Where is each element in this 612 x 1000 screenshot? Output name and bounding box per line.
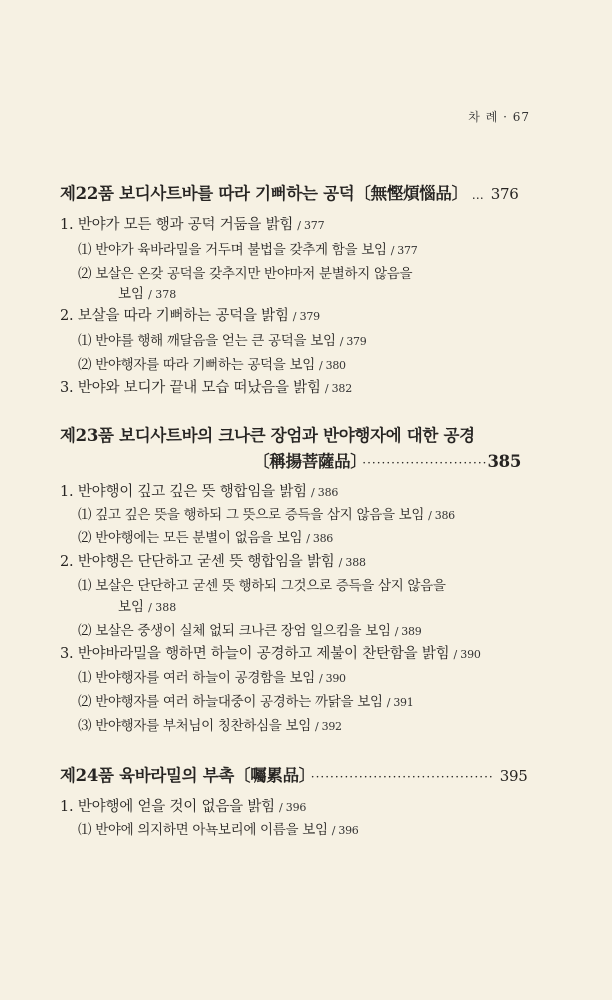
chapter-24-heading <box>60 762 527 786</box>
toc-entry: ⑴ 반야가 육바라밀을 거두며 불법을 갖추게 함을 보임 / 377 <box>78 242 418 258</box>
chapter-23-title-line2: 〔稱揚菩薩品〕 <box>253 452 359 471</box>
toc-entry: ⑵ 보살은 온갖 공덕을 갖추지만 반야마저 분별하지 않음을 <box>78 266 413 282</box>
toc-entry: 3. 반야와 보디가 끝내 모습 떠났음을 밝힘 / 382 <box>60 380 353 396</box>
toc-entry-continuation: 보임 / 378 <box>118 286 177 302</box>
toc-entry: ⑵ 반야행자를 여러 하늘대중이 공경하는 까닭을 보임 / 391 <box>78 694 414 710</box>
toc-entry: 2. 보살을 따라 기뻐하는 공덕을 밝힘 / 379 <box>60 308 320 324</box>
toc-entry: ⑵ 보살은 중생이 실체 없되 크나큰 장엄 일으킴을 보임 / 389 <box>78 623 422 639</box>
toc-entry: 1. 반야행이 깊고 깊은 뜻 행합임을 밝힘 / 386 <box>60 484 339 500</box>
chapter-24-page: 395 <box>499 767 528 785</box>
chapter-23-page: 385 <box>487 452 521 471</box>
toc-entry: ⑶ 반야행자를 부처님이 칭찬하심을 보임 / 392 <box>78 718 342 734</box>
toc-entry: 1. 반야행에 얻을 것이 없음을 밝힘 / 396 <box>60 799 307 815</box>
chapter-22-title: 제22품 보디사트바를 따라 기뻐하는 공덕〔無慳煩惱品〕 <box>60 184 468 203</box>
chapter-24-title: 제24품 육바라밀의 부촉〔囑累品〕 <box>60 766 307 785</box>
toc-entry: 3. 반야바라밀을 행하면 하늘이 공경하고 제불이 찬탄함을 밝힘 / 390 <box>60 646 481 662</box>
toc-entry: ⑴ 반야에 의지하면 아뇩보리에 이름을 보임 / 396 <box>78 822 359 838</box>
toc-entry: ⑴ 반야행자를 여러 하늘이 공경함을 보임 / 390 <box>78 670 346 686</box>
chapter-22-heading <box>60 180 519 204</box>
toc-entry: 1. 반야가 모든 행과 공덕 거둠을 밝힘 / 377 <box>60 217 325 233</box>
running-head: 차 례 · 67 <box>468 110 530 124</box>
chapter-24-leader: ······································ <box>310 770 494 784</box>
toc-entry-continuation: 보임 / 388 <box>118 599 177 615</box>
toc-entry: 2. 반야행은 단단하고 굳센 뜻 행합임을 밝힘 / 388 <box>60 554 366 570</box>
toc-entry: ⑴ 반야를 행해 깨달음을 얻는 큰 공덕을 보임 / 379 <box>78 333 367 349</box>
toc-entry: ⑵ 반야행자를 따라 기뻐하는 공덕을 보임 / 380 <box>78 357 346 373</box>
chapter-22-page: 376 <box>490 185 519 203</box>
chapter-23-title: 제23품 보디사트바의 크나큰 장엄과 반야행자에 대한 공경 <box>60 426 475 445</box>
chapter-23-heading <box>60 422 475 446</box>
chapter-23-heading-cont <box>253 448 521 472</box>
toc-entry: ⑴ 깊고 깊은 뜻을 행하되 그 뜻으로 증득을 삼지 않음을 보임 / 386 <box>78 507 455 523</box>
toc-entry: ⑴ 보살은 단단하고 굳센 뜻 행하되 그것으로 증득을 삼지 않음을 <box>78 578 446 594</box>
chapter-23-leader: ·························· <box>362 456 488 470</box>
chapter-22-leader: … <box>471 188 485 202</box>
toc-entry: ⑵ 반야행에는 모든 분별이 없음을 보임 / 386 <box>78 530 333 546</box>
